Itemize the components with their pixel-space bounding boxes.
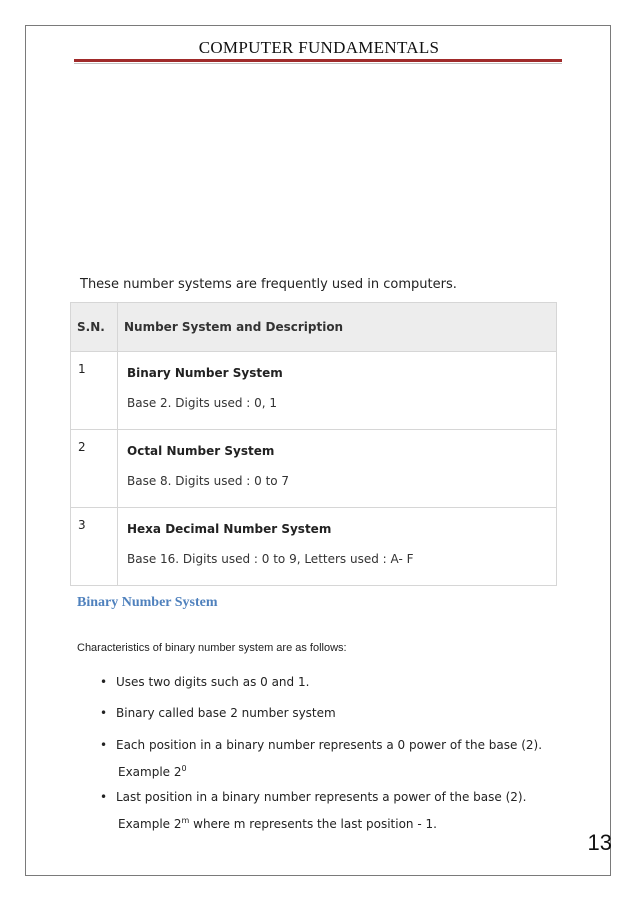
row-description-cell bbox=[118, 430, 557, 508]
header-rule-shadow bbox=[74, 63, 562, 64]
header-rule bbox=[74, 59, 562, 62]
column-header-sn: S.N. bbox=[71, 303, 118, 352]
example-superscript: m bbox=[181, 816, 190, 825]
bullet-dot-icon: • bbox=[100, 738, 108, 752]
table-row bbox=[71, 430, 557, 508]
bullet-dot-icon: • bbox=[100, 790, 108, 804]
bullet-item bbox=[100, 733, 559, 784]
section-lead-text: Characteristics of binary number system are as follows: bbox=[77, 642, 347, 654]
row-serial-number: 2 bbox=[71, 430, 118, 508]
bullet-text: Uses two digits such as 0 and 1. bbox=[116, 675, 310, 689]
example-suffix: where m represents the last position - 1. bbox=[189, 817, 437, 831]
number-systems-table bbox=[70, 302, 557, 586]
bullet-text: Binary called base 2 number system bbox=[116, 706, 336, 720]
system-description: Base 8. Digits used : 0 to 7 bbox=[127, 474, 290, 488]
intro-sentence: These number systems are frequently used in computers. bbox=[80, 277, 457, 292]
system-description: Base 16. Digits used : 0 to 9, Letters used : A- F bbox=[127, 552, 414, 566]
table-header-row bbox=[71, 303, 557, 352]
bullet-item bbox=[100, 670, 559, 694]
bullet-dot-icon: • bbox=[100, 706, 108, 720]
row-serial-number: 1 bbox=[71, 352, 118, 430]
bullet-example bbox=[116, 809, 559, 836]
example-superscript: 0 bbox=[181, 764, 187, 773]
system-name: Octal Number System bbox=[127, 444, 275, 458]
system-name: Binary Number System bbox=[127, 366, 283, 380]
row-description-cell bbox=[118, 352, 557, 430]
example-prefix: Example 2 bbox=[118, 817, 182, 831]
page-number: 13 bbox=[587, 830, 612, 855]
bullet-item bbox=[100, 785, 559, 836]
column-header-description: Number System and Description bbox=[118, 303, 557, 352]
example-prefix: Example 2 bbox=[118, 765, 182, 779]
bullet-item bbox=[100, 701, 559, 725]
bullet-text: Each position in a binary number represents a 0 power of the base (2). bbox=[116, 738, 543, 752]
system-name: Hexa Decimal Number System bbox=[127, 522, 332, 536]
system-description: Base 2. Digits used : 0, 1 bbox=[127, 396, 278, 410]
bullet-example bbox=[116, 757, 559, 784]
row-serial-number: 3 bbox=[71, 508, 118, 586]
bullet-text: Last position in a binary number represents a power of the base (2). bbox=[116, 790, 527, 804]
table-row bbox=[71, 352, 557, 430]
row-description-cell bbox=[118, 508, 557, 586]
table-row bbox=[71, 508, 557, 586]
running-header-title: COMPUTER FUNDAMENTALS bbox=[198, 38, 440, 57]
section-heading: Binary Number System bbox=[77, 595, 218, 610]
bullet-dot-icon: • bbox=[100, 675, 108, 689]
